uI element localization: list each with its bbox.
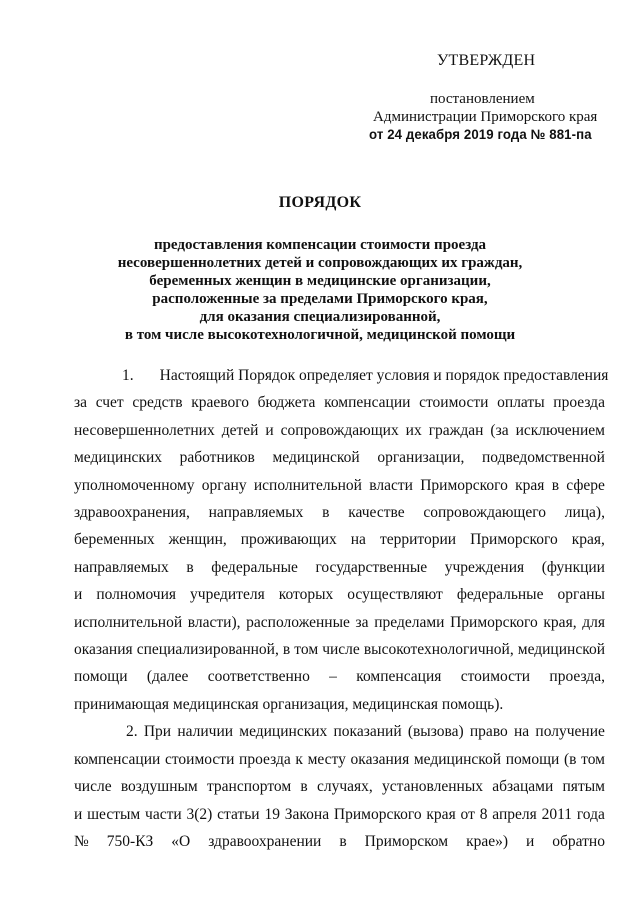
- subtitle-line: несовершеннолетних детей и сопровождающих их граждан,: [117, 255, 523, 271]
- paragraph-1-line-first: [74, 362, 609, 389]
- approval-by: постановлением: [430, 91, 535, 107]
- paragraph-line: оказания специализированной, в том числе высокотехнологичной, медицинской: [74, 641, 605, 659]
- document-title: ПОРЯДОК: [278, 194, 362, 211]
- paragraph-line: Настоящий Порядок определяет условия и порядок предоставления: [159, 367, 609, 384]
- approval-stamp-title: УТВЕРЖДЕН: [437, 52, 536, 69]
- paragraph-2-line-first: 2. При наличии медицинских показаний (вызова) право на получение: [126, 723, 605, 741]
- paragraph-line: и полномочия учредителя которых осуществляют федеральные органы: [74, 586, 605, 604]
- paragraph-line: № 750-КЗ «О здравоохранении в Приморском крае») и обратно: [74, 832, 605, 850]
- subtitle-line: расположенные за пределами Приморского края,: [152, 291, 488, 307]
- paragraph-line: за счет средств краевого бюджета компенсации стоимости оплаты проезда: [74, 394, 605, 412]
- paragraph-number: 1.: [122, 367, 134, 384]
- paragraph-line: здравоохранения, направляемых в качестве сопровождающего лица),: [74, 504, 605, 522]
- paragraph-line: и шестым части 3(2) статьи 19 Закона Приморского края от 8 апреля 2011 года: [74, 805, 605, 823]
- subtitle-line: беременных женщин в медицинские организации,: [149, 273, 491, 289]
- paragraph-line: числе воздушным транспортом в случаях, установленных абзацами пятым: [74, 778, 605, 796]
- document-subtitle: [0, 236, 640, 344]
- paragraph-line: уполномоченному органу исполнительной власти Приморского края в сфере: [74, 476, 605, 494]
- subtitle-line: для оказания специализированной,: [199, 309, 441, 325]
- paragraph-line: направляемых в федеральные государственные учреждения (функции: [74, 558, 605, 576]
- paragraph-line: исполнительной власти), расположенные за пределами Приморского края, для: [74, 613, 605, 631]
- paragraph-line: беременных женщин, проживающих на территории Приморского края,: [74, 531, 605, 549]
- paragraph-line: компенсации стоимости проезда к месту оказания медицинской помощи (в том: [74, 750, 605, 768]
- paragraph-line: помощи (далее соответственно – компенсация стоимости проезда,: [74, 668, 605, 686]
- paragraph-line: принимающая медицинская организация, медицинская помощь).: [74, 695, 504, 713]
- decree-reference: от 24 декабря 2019 года № 881-па: [369, 127, 592, 142]
- paragraph-line: несовершеннолетних детей и сопровождающих их граждан (за исключением: [74, 421, 605, 439]
- paragraph-line: медицинских работников медицинской организации, подведомственной: [74, 449, 605, 467]
- subtitle-line: в том числе высокотехнологичной, медицинской помощи: [124, 327, 516, 343]
- approval-administration: Администрации Приморского края: [373, 109, 598, 125]
- subtitle-line: предоставления компенсации стоимости проезда: [153, 237, 487, 253]
- document-body: [74, 362, 609, 855]
